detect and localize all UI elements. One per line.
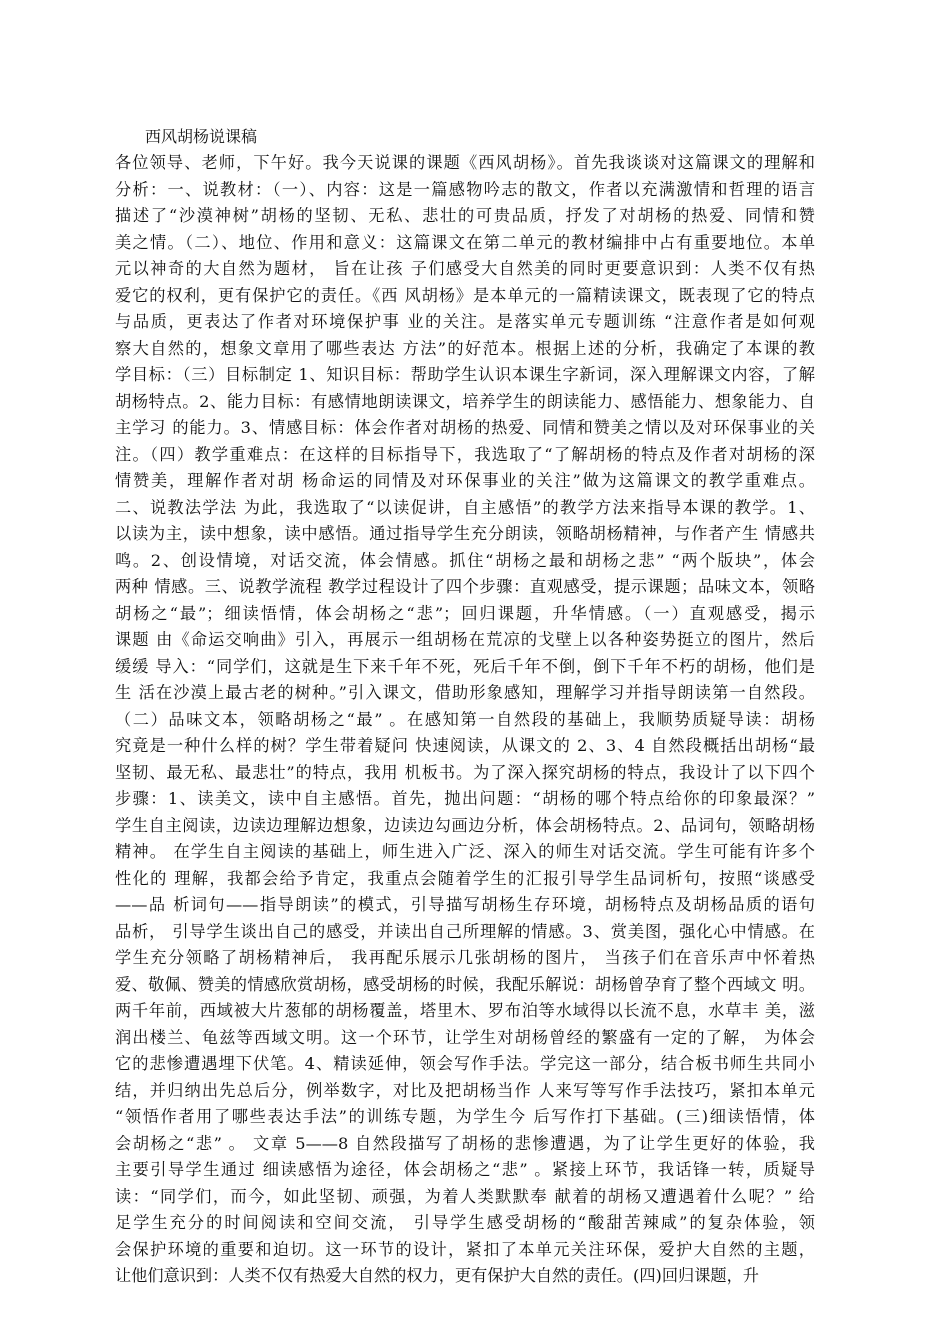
paragraph-line: 生 活在沙漠上最古老的树种。”引入课文，借助形象感知，理解学习并指导朗读第一自然段。	[115, 683, 815, 702]
paragraph-line: 学生自主阅读，边读边理解边想象，边读边勾画边分析，体会胡杨特点。2、品词句，领略胡杨	[115, 815, 815, 835]
paragraph-line: 结，并归纳出先总后分，例举数字，对比及把胡杨当作 人来写等写作手法技巧，紧扣本单元	[115, 1080, 815, 1100]
paragraph-line: 会胡杨之“悲” 。 文章 5——8 自然段描写了胡杨的悲惨遭遇，为了让学生更好的体验，我	[115, 1133, 815, 1153]
paragraph-line: 二、说教法学法 为此，我选取了“以读促讲，自主感悟”的教学方法来指导本课的教学。1、	[115, 497, 815, 517]
paragraph-line: 缓缓 导入：“同学们，这就是生下来千年不死，死后千年不倒，倒下千年不朽的胡杨，他们是	[115, 656, 815, 676]
paragraph-line: 会保护环境的重要和迫切。这一环节的设计，紧扣了本单元关注环保，爱护大自然的主题，	[115, 1239, 815, 1259]
paragraph-line: 课题 由《命运交响曲》引入，再展示一组胡杨在荒凉的戈壁上以各种姿势挺立的图片，然后	[115, 630, 815, 649]
paragraph-line: 让他们意识到：人类不仅有热爱大自然的权力，更有保护大自然的责任。(四)回归课题，升	[115, 1266, 759, 1285]
paragraph-line: 坚韧、最无私、最悲壮”的特点，我用 机板书。为了深入探究胡杨的特点，我设计了以下四个	[115, 762, 815, 782]
paragraph-line: 它的悲惨遭遇埋下伏笔。4、精读延伸，领会写作手法。学完这一部分，结合板书师生共同小	[115, 1054, 815, 1073]
paragraph-line: 两种 情感。三、说教学流程 教学过程设计了四个步骤：直观感受，提示课题；品味文本，领略	[115, 577, 815, 596]
document-title: 西风胡杨说课稿	[145, 127, 258, 146]
paragraph-line: 学生充分领略了胡杨精神后， 我再配乐展示几张胡杨的图片， 当孩子们在音乐声中怀着热	[115, 948, 815, 967]
paragraph-line: 爱、敬佩、赞美的情感欣赏胡杨，感受胡杨的时候，我配乐解说：胡杨曾孕育了整个西域文 明。	[115, 974, 815, 994]
paragraph-line: ——品 析词句——指导朗读”的模式，引导描写胡杨生存环境，胡杨特点及胡杨品质的语句	[115, 895, 815, 914]
paragraph-line: 学目标：（三）目标制定 1、知识目标：帮助学生认识本课生字新词，深入理解课文内容，了解	[115, 365, 815, 384]
paragraph-line: 各位领导、老师，下午好。我今天说课的课题《西风胡杨》。首先我谈谈对这篇课文的理解和	[115, 153, 815, 172]
paragraph-line: 足学生充分的时间阅读和空间交流， 引导学生感受胡杨的“酸甜苦辣咸”的复杂体验，领	[115, 1213, 815, 1232]
paragraph-line: 步骤：1、读美文，读中自主感悟。首先，抛出问题：“胡杨的哪个特点给你的印象最深？”	[115, 789, 815, 808]
paragraph-line: 主要引导学生通过 细读感悟为途径，体会胡杨之“悲” 。紧接上环节，我话锋一转，质疑导	[115, 1160, 815, 1179]
paragraph-line: 元以神奇的大自然为题材， 旨在让孩 子们感受大自然美的同时更要意识到：人类不仅有热	[115, 259, 815, 278]
paragraph-line: 分析：一、说教材：（一）、内容：这是一篇感物吟志的散文，作者以充满激情和哲理的语言	[115, 179, 815, 199]
paragraph-line: 描述了“沙漠神树”胡杨的坚韧、无私、悲壮的可贵品质，抒发了对胡杨的热爱、同情和赞	[115, 206, 815, 225]
paragraph-line: 胡杨特点。2、能力目标：有感情地朗读课文，培养学生的朗读能力、感悟能力、想象能力、自	[115, 391, 815, 411]
paragraph-line: 注。（四）教学重难点：在这样的目标指导下，我选取了“了解胡杨的特点及作者对胡杨的深	[115, 444, 815, 464]
paragraph-line: （二）品味文本，领略胡杨之“最” 。在感知第一自然段的基础上，我顺势质疑导读：胡杨	[115, 709, 815, 729]
paragraph-line: 情赞美，理解作者对胡 杨命运的同情及对环保事业的关注”做为这篇课文的教学重难点。	[115, 471, 815, 490]
paragraph-line: 究竟是一种什么样的树？学生带着疑问 快速阅读，从课文的 2、3、4 自然段概括出胡杨“最	[115, 736, 815, 755]
paragraph-line: 爱它的权利，更有保护它的责任。《西 风胡杨》是本单元的一篇精读课文，既表现了它的特点	[115, 285, 815, 305]
paragraph-line: 胡杨之“最”；细读悟情，体会胡杨之“悲”；回归课题，升华情感。（一）直观感受，揭示	[115, 603, 815, 623]
paragraph-line: 美之情。（二）、地位、作用和意义：这篇课文在第二单元的教材编排中占有重要地位。本单	[115, 232, 815, 252]
paragraph-line: 以读为主，读中想象，读中感悟。通过指导学生充分朗读，领略胡杨精神，与作者产生 情感共	[115, 524, 815, 543]
paragraph-line: 精神。 在学生自主阅读的基础上，师生进入广泛、深入的师生对话交流。学生可能有许多个	[115, 842, 815, 861]
document-body	[115, 150, 815, 1290]
paragraph-line: 性化的 理解，我都会给予肯定，我重点会随着学生的汇报引导学生品词析句，按照“谈感受	[115, 868, 815, 888]
paragraph-line: 鸣。2、创设情境，对话交流，体会情感。抓住“胡杨之最和胡杨之悲” “两个版块”，体会	[115, 550, 815, 570]
paragraph-line: 两千年前，西域被大片葱郁的胡杨覆盖，塔里木、罗布泊等水域得以长流不息，水草丰 美，滋	[115, 1001, 815, 1020]
paragraph-line: 读：“同学们，而今，如此坚韧、顽强，为着人类默默奉 献着的胡杨又遭遇着什么呢？” 给	[115, 1186, 815, 1206]
paragraph-line: 主学习 的能力。3、情感目标：体会作者对胡杨的热爱、同情和赞美之情以及对环保事业的关	[115, 418, 815, 437]
paragraph-line: 察大自然的，想象文章用了哪些表达 方法”的好范本。根据上述的分析，我确定了本课的教	[115, 338, 815, 358]
paragraph-line: 与品质，更表达了作者对环境保护事 业的关注。是落实单元专题训练 “注意作者是如何观	[115, 312, 815, 331]
paragraph-line: 润出楼兰、龟兹等西域文明。这一个环节，让学生对胡杨曾经的繁盛有一定的了解， 为体会	[115, 1027, 815, 1047]
paragraph-line: 品析， 引导学生谈出自己的感受，并读出自己所理解的情感。3、赏美图，强化心中情感。在	[115, 921, 815, 941]
paragraph-line: “领悟作者用了哪些表达手法”的训练专题，为学生今 后写作打下基础。(三)细读悟情，体	[115, 1107, 815, 1126]
